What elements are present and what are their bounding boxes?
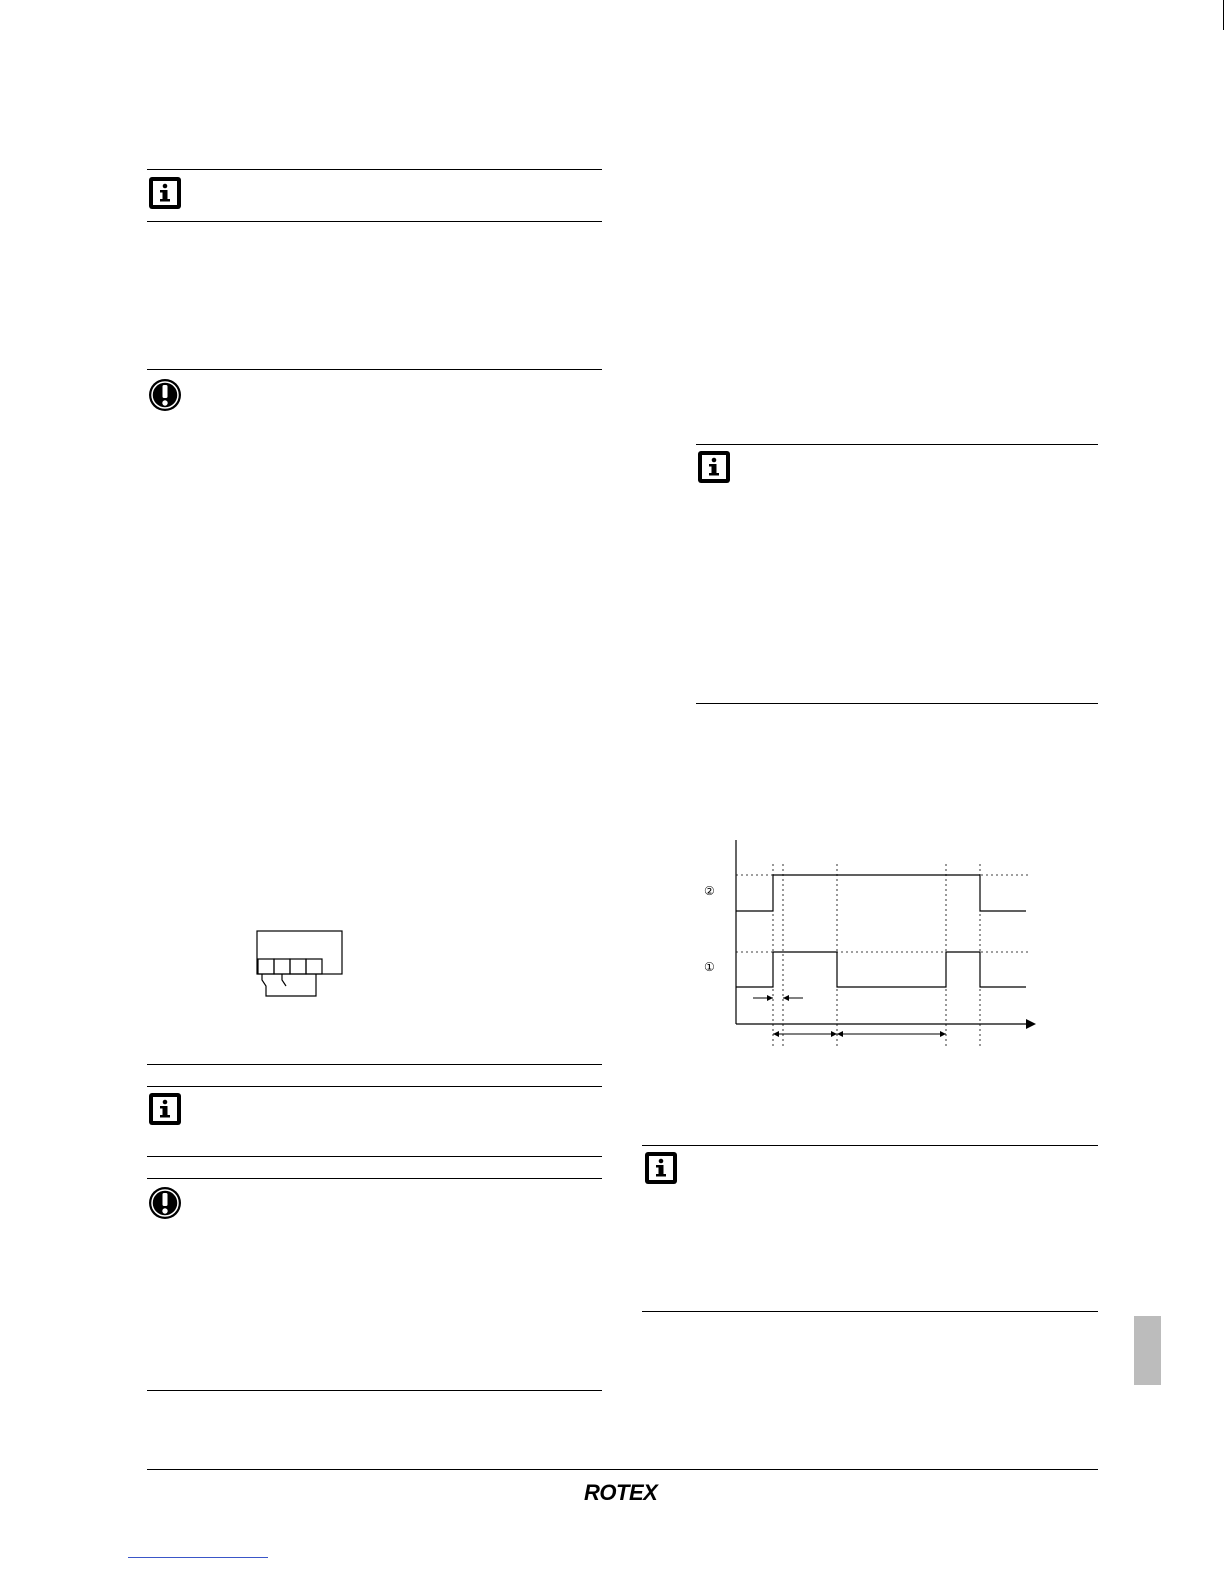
- rotex-logo: [584, 1478, 660, 1506]
- warning-icon: [148, 378, 182, 412]
- warning-rule-top: [147, 369, 602, 370]
- note-rule-bottom: [147, 221, 602, 222]
- timing-diagram: [698, 836, 1044, 1048]
- info-icon: [644, 1151, 678, 1185]
- note-rule-bottom-right: [696, 703, 1098, 704]
- info-icon: [148, 1092, 182, 1126]
- warning-icon: [148, 1186, 182, 1220]
- signal-label-2: ②: [704, 884, 715, 898]
- terminal-block-diagram: [253, 928, 349, 1000]
- link-underline[interactable]: [128, 1557, 268, 1558]
- signal-label-1: ①: [704, 960, 715, 974]
- info-icon: [148, 176, 182, 210]
- info-icon: [697, 450, 731, 484]
- note-rule-top-right: [696, 444, 1098, 445]
- warning-rule-bottom-2: [147, 1390, 602, 1391]
- note-rule-top-2: [147, 1086, 602, 1087]
- note-rule-top-right-2: [642, 1145, 1098, 1146]
- section-rule: [147, 1064, 602, 1065]
- note-rule-top: [147, 169, 602, 170]
- section-tab: [1134, 1316, 1161, 1385]
- svg-text:ROTEX: ROTEX: [584, 1480, 658, 1505]
- note-rule-bottom-2: [147, 1156, 602, 1157]
- warning-rule-top-2: [147, 1178, 602, 1179]
- footer-rule: [147, 1469, 1098, 1470]
- note-rule-bottom-right-2: [642, 1311, 1098, 1312]
